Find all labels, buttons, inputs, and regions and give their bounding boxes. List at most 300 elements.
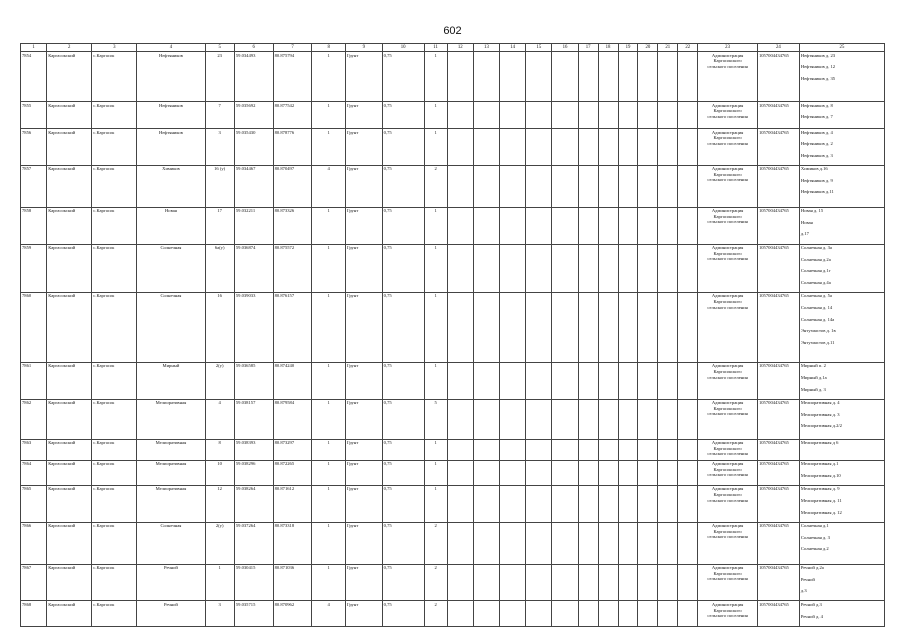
district-cell: Каргасокский bbox=[47, 522, 92, 564]
empty-cell bbox=[473, 439, 499, 460]
empty-cell bbox=[578, 102, 598, 129]
ogrn-cell: 1057004434765 bbox=[757, 244, 799, 292]
empty-cell bbox=[638, 522, 658, 564]
column-number: 12 bbox=[447, 44, 473, 52]
surface-cell: Грунт bbox=[345, 165, 382, 207]
table-row bbox=[21, 362, 885, 399]
empty-cell bbox=[618, 244, 638, 292]
house-cell: 3 bbox=[205, 601, 234, 626]
address-line: Нефтяников д. 35 bbox=[800, 75, 836, 81]
owner-line: Каргасокского bbox=[713, 135, 742, 141]
address-line: Солнечная д. 14а bbox=[800, 316, 835, 322]
addresses-cell bbox=[799, 362, 884, 399]
record-number: 7858 bbox=[21, 207, 47, 244]
surface-cell: Грунт bbox=[345, 292, 382, 362]
longitude-cell: 80.878776 bbox=[273, 129, 312, 166]
address-line: Речной bbox=[800, 576, 815, 582]
column-number: 7 bbox=[273, 44, 312, 52]
empty-cell bbox=[526, 292, 552, 362]
column-number: 5 bbox=[205, 44, 234, 52]
address-line: Нефтяников д. 8 bbox=[800, 102, 833, 108]
surface-cell: Грунт bbox=[345, 52, 382, 102]
empty-cell bbox=[638, 439, 658, 460]
column-number: 16 bbox=[552, 44, 578, 52]
empty-cell bbox=[618, 564, 638, 601]
address-line: Речной д.3 bbox=[800, 601, 822, 607]
empty-cell bbox=[638, 460, 658, 485]
empty-cell bbox=[598, 102, 618, 129]
owner-line: Администрация bbox=[711, 523, 744, 529]
empty-cell bbox=[526, 485, 552, 522]
registry-table bbox=[20, 43, 885, 627]
street-cell: Солнечная bbox=[137, 292, 205, 362]
empty-cell bbox=[552, 102, 578, 129]
empty-cell bbox=[598, 564, 618, 601]
empty-cell bbox=[473, 244, 499, 292]
address-line: Солнечная д.2а bbox=[800, 256, 831, 262]
owner-line: Каргасокского bbox=[713, 445, 742, 451]
house-cell: 10 bbox=[205, 460, 234, 485]
empty-cell bbox=[552, 522, 578, 564]
district-cell: Каргасокский bbox=[47, 165, 92, 207]
empty-cell bbox=[500, 362, 526, 399]
house-cell: 1 bbox=[205, 564, 234, 601]
district-cell: Каргасокский bbox=[47, 439, 92, 460]
owner-line: Администрация bbox=[711, 440, 744, 446]
empty-cell bbox=[618, 460, 638, 485]
owner-line: сельского поселения bbox=[707, 256, 748, 262]
latitude-cell: 59.035692 bbox=[234, 102, 273, 129]
empty-cell bbox=[598, 207, 618, 244]
owner-line: сельского поселения bbox=[707, 177, 748, 183]
settlement-cell: с.Каргасок bbox=[92, 362, 137, 399]
table-row bbox=[21, 564, 885, 601]
column-number: 4 bbox=[137, 44, 205, 52]
empty-cell bbox=[473, 129, 499, 166]
empty-cell bbox=[526, 52, 552, 102]
empty-cell bbox=[447, 292, 473, 362]
area-cell: 0,75 bbox=[382, 362, 424, 399]
record-number: 7865 bbox=[21, 485, 47, 522]
record-number: 7859 bbox=[21, 244, 47, 292]
containers-cell: 1 bbox=[424, 244, 447, 292]
table-row bbox=[21, 399, 885, 439]
addresses-cell bbox=[799, 564, 884, 601]
address-line: д.17 bbox=[800, 231, 809, 237]
district-cell: Каргасокский bbox=[47, 52, 92, 102]
empty-cell bbox=[473, 485, 499, 522]
empty-cell bbox=[578, 362, 598, 399]
record-number: 7855 bbox=[21, 102, 47, 129]
empty-cell bbox=[578, 522, 598, 564]
settlement-cell: с.Каргасок bbox=[92, 102, 137, 129]
address-line: Мирный д.1а bbox=[800, 375, 827, 381]
address-line: Мелиоративная д. 9 bbox=[800, 486, 840, 492]
ogrn-cell: 1057004434765 bbox=[757, 564, 799, 601]
count-cell: 1 bbox=[312, 52, 346, 102]
owner-cell bbox=[698, 485, 758, 522]
street-cell: Новая bbox=[137, 207, 205, 244]
address-line: Нефтяников д. 3 bbox=[800, 152, 833, 158]
column-number: 22 bbox=[678, 44, 698, 52]
address-line: Мелиоративная д.1 bbox=[800, 461, 839, 467]
empty-cell bbox=[598, 362, 618, 399]
settlement-cell: с.Каргасок bbox=[92, 460, 137, 485]
house-cell: 2(у) bbox=[205, 362, 234, 399]
table-row bbox=[21, 292, 885, 362]
district-cell: Каргасокский bbox=[47, 485, 92, 522]
empty-cell bbox=[578, 399, 598, 439]
surface-cell: Грунт bbox=[345, 564, 382, 601]
owner-cell bbox=[698, 207, 758, 244]
empty-cell bbox=[500, 52, 526, 102]
latitude-cell: 59.036585 bbox=[234, 362, 273, 399]
addresses-cell bbox=[799, 460, 884, 485]
settlement-cell: с.Каргасок bbox=[92, 564, 137, 601]
empty-cell bbox=[447, 52, 473, 102]
empty-cell bbox=[526, 439, 552, 460]
settlement-cell: с.Каргасок bbox=[92, 399, 137, 439]
count-cell: 1 bbox=[312, 292, 346, 362]
containers-cell: 1 bbox=[424, 439, 447, 460]
count-cell: 1 bbox=[312, 564, 346, 601]
owner-line: Администрация bbox=[711, 601, 744, 607]
address-line: Нефтяников д. 7 bbox=[800, 114, 833, 120]
owner-line: Каргасокского bbox=[713, 528, 742, 534]
empty-cell bbox=[638, 564, 658, 601]
empty-cell bbox=[526, 362, 552, 399]
owner-line: Администрация bbox=[711, 363, 744, 369]
count-cell: 1 bbox=[312, 129, 346, 166]
record-number: 7854 bbox=[21, 52, 47, 102]
addresses-cell bbox=[799, 129, 884, 166]
column-number: 23 bbox=[698, 44, 758, 52]
empty-cell bbox=[500, 439, 526, 460]
count-cell: 4 bbox=[312, 165, 346, 207]
street-cell: Нефтяников bbox=[137, 129, 205, 166]
empty-cell bbox=[473, 362, 499, 399]
empty-cell bbox=[578, 207, 598, 244]
latitude-cell: 59.038393 bbox=[234, 439, 273, 460]
area-cell: 0,75 bbox=[382, 165, 424, 207]
empty-cell bbox=[526, 102, 552, 129]
empty-cell bbox=[473, 207, 499, 244]
table-row bbox=[21, 207, 885, 244]
ogrn-cell: 1057004434765 bbox=[757, 601, 799, 626]
empty-cell bbox=[678, 244, 698, 292]
empty-cell bbox=[618, 207, 638, 244]
count-cell: 1 bbox=[312, 485, 346, 522]
empty-cell bbox=[578, 129, 598, 166]
count-cell: 1 bbox=[312, 244, 346, 292]
empty-cell bbox=[618, 129, 638, 166]
latitude-cell: 59.034493 bbox=[234, 52, 273, 102]
street-cell: Нефтяников bbox=[137, 52, 205, 102]
empty-cell bbox=[447, 165, 473, 207]
address-line: Энтузиастов д.11 bbox=[800, 339, 835, 345]
address-line: Новая д. 15 bbox=[800, 208, 824, 214]
column-number: 18 bbox=[598, 44, 618, 52]
house-cell: 4 bbox=[205, 399, 234, 439]
owner-line: Каргасокского bbox=[713, 607, 742, 613]
owner-line: Администрация bbox=[711, 486, 744, 492]
empty-cell bbox=[578, 52, 598, 102]
count-cell: 1 bbox=[312, 522, 346, 564]
owner-line: Каргасокского bbox=[713, 171, 742, 177]
owner-line: сельского поселения bbox=[707, 613, 748, 619]
empty-cell bbox=[618, 439, 638, 460]
empty-cell bbox=[552, 485, 578, 522]
address-line: д.3 bbox=[800, 588, 807, 594]
address-line: Речной д. 4 bbox=[800, 613, 823, 619]
owner-line: Администрация bbox=[711, 245, 744, 251]
latitude-cell: 59.035430 bbox=[234, 129, 273, 166]
owner-line: Администрация bbox=[711, 293, 744, 299]
empty-cell bbox=[658, 485, 678, 522]
owner-line: Каргасокского bbox=[713, 466, 742, 472]
containers-cell: 2 bbox=[424, 564, 447, 601]
column-number: 3 bbox=[92, 44, 137, 52]
column-number: 8 bbox=[312, 44, 346, 52]
containers-cell: 2 bbox=[424, 165, 447, 207]
empty-cell bbox=[638, 399, 658, 439]
empty-cell bbox=[598, 439, 618, 460]
empty-cell bbox=[552, 362, 578, 399]
ogrn-cell: 1057004434765 bbox=[757, 439, 799, 460]
empty-cell bbox=[598, 460, 618, 485]
addresses-cell bbox=[799, 439, 884, 460]
address-line: Нефтяников д. 23 bbox=[800, 52, 836, 58]
address-line: Новая bbox=[800, 219, 813, 225]
settlement-cell: с.Каргасок bbox=[92, 292, 137, 362]
empty-cell bbox=[552, 207, 578, 244]
empty-cell bbox=[473, 292, 499, 362]
owner-line: Каргасокского bbox=[713, 405, 742, 411]
ogrn-cell: 1057004434765 bbox=[757, 460, 799, 485]
address-line: Нефтяников д. 12 bbox=[800, 64, 836, 70]
surface-cell: Грунт bbox=[345, 399, 382, 439]
owner-line: сельского поселения bbox=[707, 472, 748, 478]
empty-cell bbox=[447, 601, 473, 626]
empty-cell bbox=[638, 102, 658, 129]
longitude-cell: 80.870962 bbox=[273, 601, 312, 626]
empty-cell bbox=[578, 601, 598, 626]
owner-line: Каргасокского bbox=[713, 250, 742, 256]
owner-line: Администрация bbox=[711, 565, 744, 571]
owner-line: сельского поселения bbox=[707, 374, 748, 380]
settlement-cell: с.Каргасок bbox=[92, 522, 137, 564]
empty-cell bbox=[598, 485, 618, 522]
empty-cell bbox=[638, 207, 658, 244]
column-number: 24 bbox=[757, 44, 799, 52]
empty-cell bbox=[578, 292, 598, 362]
address-line: Энтузиастов д. 1в bbox=[800, 328, 836, 334]
owner-line: Каргасокского bbox=[713, 492, 742, 497]
count-cell: 1 bbox=[312, 439, 346, 460]
owner-line: сельского поселения bbox=[707, 113, 748, 119]
empty-cell bbox=[447, 460, 473, 485]
column-number: 13 bbox=[473, 44, 499, 52]
settlement-cell: с.Каргасок bbox=[92, 439, 137, 460]
address-line: Мелиоративная д 6 bbox=[800, 440, 839, 446]
owner-line: сельского поселения bbox=[707, 451, 748, 457]
area-cell: 0,75 bbox=[382, 601, 424, 626]
empty-cell bbox=[500, 165, 526, 207]
district-cell: Каргасокский bbox=[47, 207, 92, 244]
district-cell: Каргасокский bbox=[47, 244, 92, 292]
area-cell: 0,75 bbox=[382, 207, 424, 244]
empty-cell bbox=[638, 362, 658, 399]
latitude-cell: 59.030415 bbox=[234, 564, 273, 601]
latitude-cell: 59.037264 bbox=[234, 522, 273, 564]
longitude-cell: 80.876157 bbox=[273, 292, 312, 362]
empty-cell bbox=[618, 292, 638, 362]
empty-cell bbox=[552, 460, 578, 485]
ogrn-cell: 1057004434765 bbox=[757, 165, 799, 207]
ogrn-cell: 1057004434765 bbox=[757, 52, 799, 102]
empty-cell bbox=[618, 362, 638, 399]
empty-cell bbox=[658, 129, 678, 166]
house-cell: 23 bbox=[205, 52, 234, 102]
empty-cell bbox=[578, 439, 598, 460]
record-number: 7867 bbox=[21, 564, 47, 601]
empty-cell bbox=[618, 399, 638, 439]
empty-cell bbox=[447, 362, 473, 399]
owner-cell bbox=[698, 102, 758, 129]
district-cell: Каргасокский bbox=[47, 564, 92, 601]
area-cell: 0,75 bbox=[382, 102, 424, 129]
latitude-cell: 59.038296 bbox=[234, 460, 273, 485]
owner-line: сельского поселения bbox=[707, 219, 748, 225]
surface-cell: Грунт bbox=[345, 460, 382, 485]
empty-cell bbox=[678, 564, 698, 601]
address-line: Речной д.2а bbox=[800, 565, 824, 571]
empty-cell bbox=[552, 52, 578, 102]
empty-cell bbox=[578, 244, 598, 292]
owner-line: Каргасокского bbox=[713, 58, 742, 64]
ogrn-cell: 1057004434765 bbox=[757, 292, 799, 362]
empty-cell bbox=[658, 399, 678, 439]
record-number: 7864 bbox=[21, 460, 47, 485]
ogrn-cell: 1057004434765 bbox=[757, 362, 799, 399]
column-number: 14 bbox=[500, 44, 526, 52]
address-line: Солнечная д.1 bbox=[800, 523, 829, 529]
longitude-cell: 80.871612 bbox=[273, 485, 312, 522]
longitude-cell: 80.873297 bbox=[273, 439, 312, 460]
empty-cell bbox=[526, 460, 552, 485]
empty-cell bbox=[526, 244, 552, 292]
empty-cell bbox=[678, 165, 698, 207]
owner-cell bbox=[698, 129, 758, 166]
address-line: Солнечная д.4а bbox=[800, 279, 831, 285]
empty-cell bbox=[678, 439, 698, 460]
empty-cell bbox=[598, 52, 618, 102]
address-line: Солнечная д. 3 bbox=[800, 534, 830, 540]
ogrn-cell: 1057004434765 bbox=[757, 522, 799, 564]
empty-cell bbox=[473, 564, 499, 601]
count-cell: 1 bbox=[312, 207, 346, 244]
empty-cell bbox=[678, 362, 698, 399]
empty-cell bbox=[526, 165, 552, 207]
surface-cell: Грунт bbox=[345, 362, 382, 399]
settlement-cell: с.Каргасок bbox=[92, 601, 137, 626]
district-cell: Каргасокский bbox=[47, 362, 92, 399]
street-cell: Мелиоративная bbox=[137, 439, 205, 460]
longitude-cell: 80.871036 bbox=[273, 564, 312, 601]
empty-cell bbox=[500, 601, 526, 626]
empty-cell bbox=[500, 460, 526, 485]
empty-cell bbox=[638, 485, 658, 522]
settlement-cell: с.Каргасок bbox=[92, 207, 137, 244]
address-line: Мелиоративная д. 11 bbox=[800, 498, 842, 503]
empty-cell bbox=[678, 207, 698, 244]
empty-cell bbox=[578, 165, 598, 207]
area-cell: 0,75 bbox=[382, 485, 424, 522]
owner-line: Администрация bbox=[711, 102, 744, 108]
address-line: Солнечная д.1г bbox=[800, 268, 831, 274]
ogrn-cell: 1057004434765 bbox=[757, 399, 799, 439]
empty-cell bbox=[500, 207, 526, 244]
area-cell: 0,75 bbox=[382, 399, 424, 439]
containers-cell: 1 bbox=[424, 207, 447, 244]
latitude-cell: 59.038264 bbox=[234, 485, 273, 522]
record-number: 7863 bbox=[21, 439, 47, 460]
addresses-cell bbox=[799, 165, 884, 207]
ogrn-cell: 1057004434765 bbox=[757, 207, 799, 244]
owner-line: Администрация bbox=[711, 400, 744, 406]
owner-line: сельского поселения bbox=[707, 411, 748, 417]
empty-cell bbox=[638, 292, 658, 362]
empty-cell bbox=[552, 292, 578, 362]
empty-cell bbox=[618, 52, 638, 102]
addresses-cell bbox=[799, 292, 884, 362]
district-cell: Каргасокский bbox=[47, 292, 92, 362]
column-number: 9 bbox=[345, 44, 382, 52]
owner-cell bbox=[698, 601, 758, 626]
empty-cell bbox=[447, 522, 473, 564]
empty-cell bbox=[598, 522, 618, 564]
table-row bbox=[21, 129, 885, 166]
containers-cell: 1 bbox=[424, 102, 447, 129]
addresses-cell bbox=[799, 52, 884, 102]
house-cell: 3 bbox=[205, 129, 234, 166]
empty-cell bbox=[598, 399, 618, 439]
addresses-cell bbox=[799, 601, 884, 626]
empty-cell bbox=[578, 564, 598, 601]
column-number: 6 bbox=[234, 44, 273, 52]
empty-cell bbox=[658, 362, 678, 399]
owner-line: Администрация bbox=[711, 208, 744, 214]
empty-cell bbox=[638, 52, 658, 102]
empty-cell bbox=[578, 485, 598, 522]
column-number: 15 bbox=[526, 44, 552, 52]
record-number: 7861 bbox=[21, 362, 47, 399]
street-cell: Солнечная bbox=[137, 244, 205, 292]
table-row bbox=[21, 102, 885, 129]
empty-cell bbox=[447, 564, 473, 601]
surface-cell: Грунт bbox=[345, 485, 382, 522]
containers-cell: 1 bbox=[424, 485, 447, 522]
district-cell: Каргасокский bbox=[47, 399, 92, 439]
column-number: 1 bbox=[21, 44, 47, 52]
settlement-cell: с.Каргасок bbox=[92, 52, 137, 102]
empty-cell bbox=[618, 601, 638, 626]
containers-cell: 2 bbox=[424, 601, 447, 626]
empty-cell bbox=[638, 129, 658, 166]
owner-line: Каргасокского bbox=[713, 570, 742, 576]
empty-cell bbox=[552, 601, 578, 626]
empty-cell bbox=[552, 439, 578, 460]
